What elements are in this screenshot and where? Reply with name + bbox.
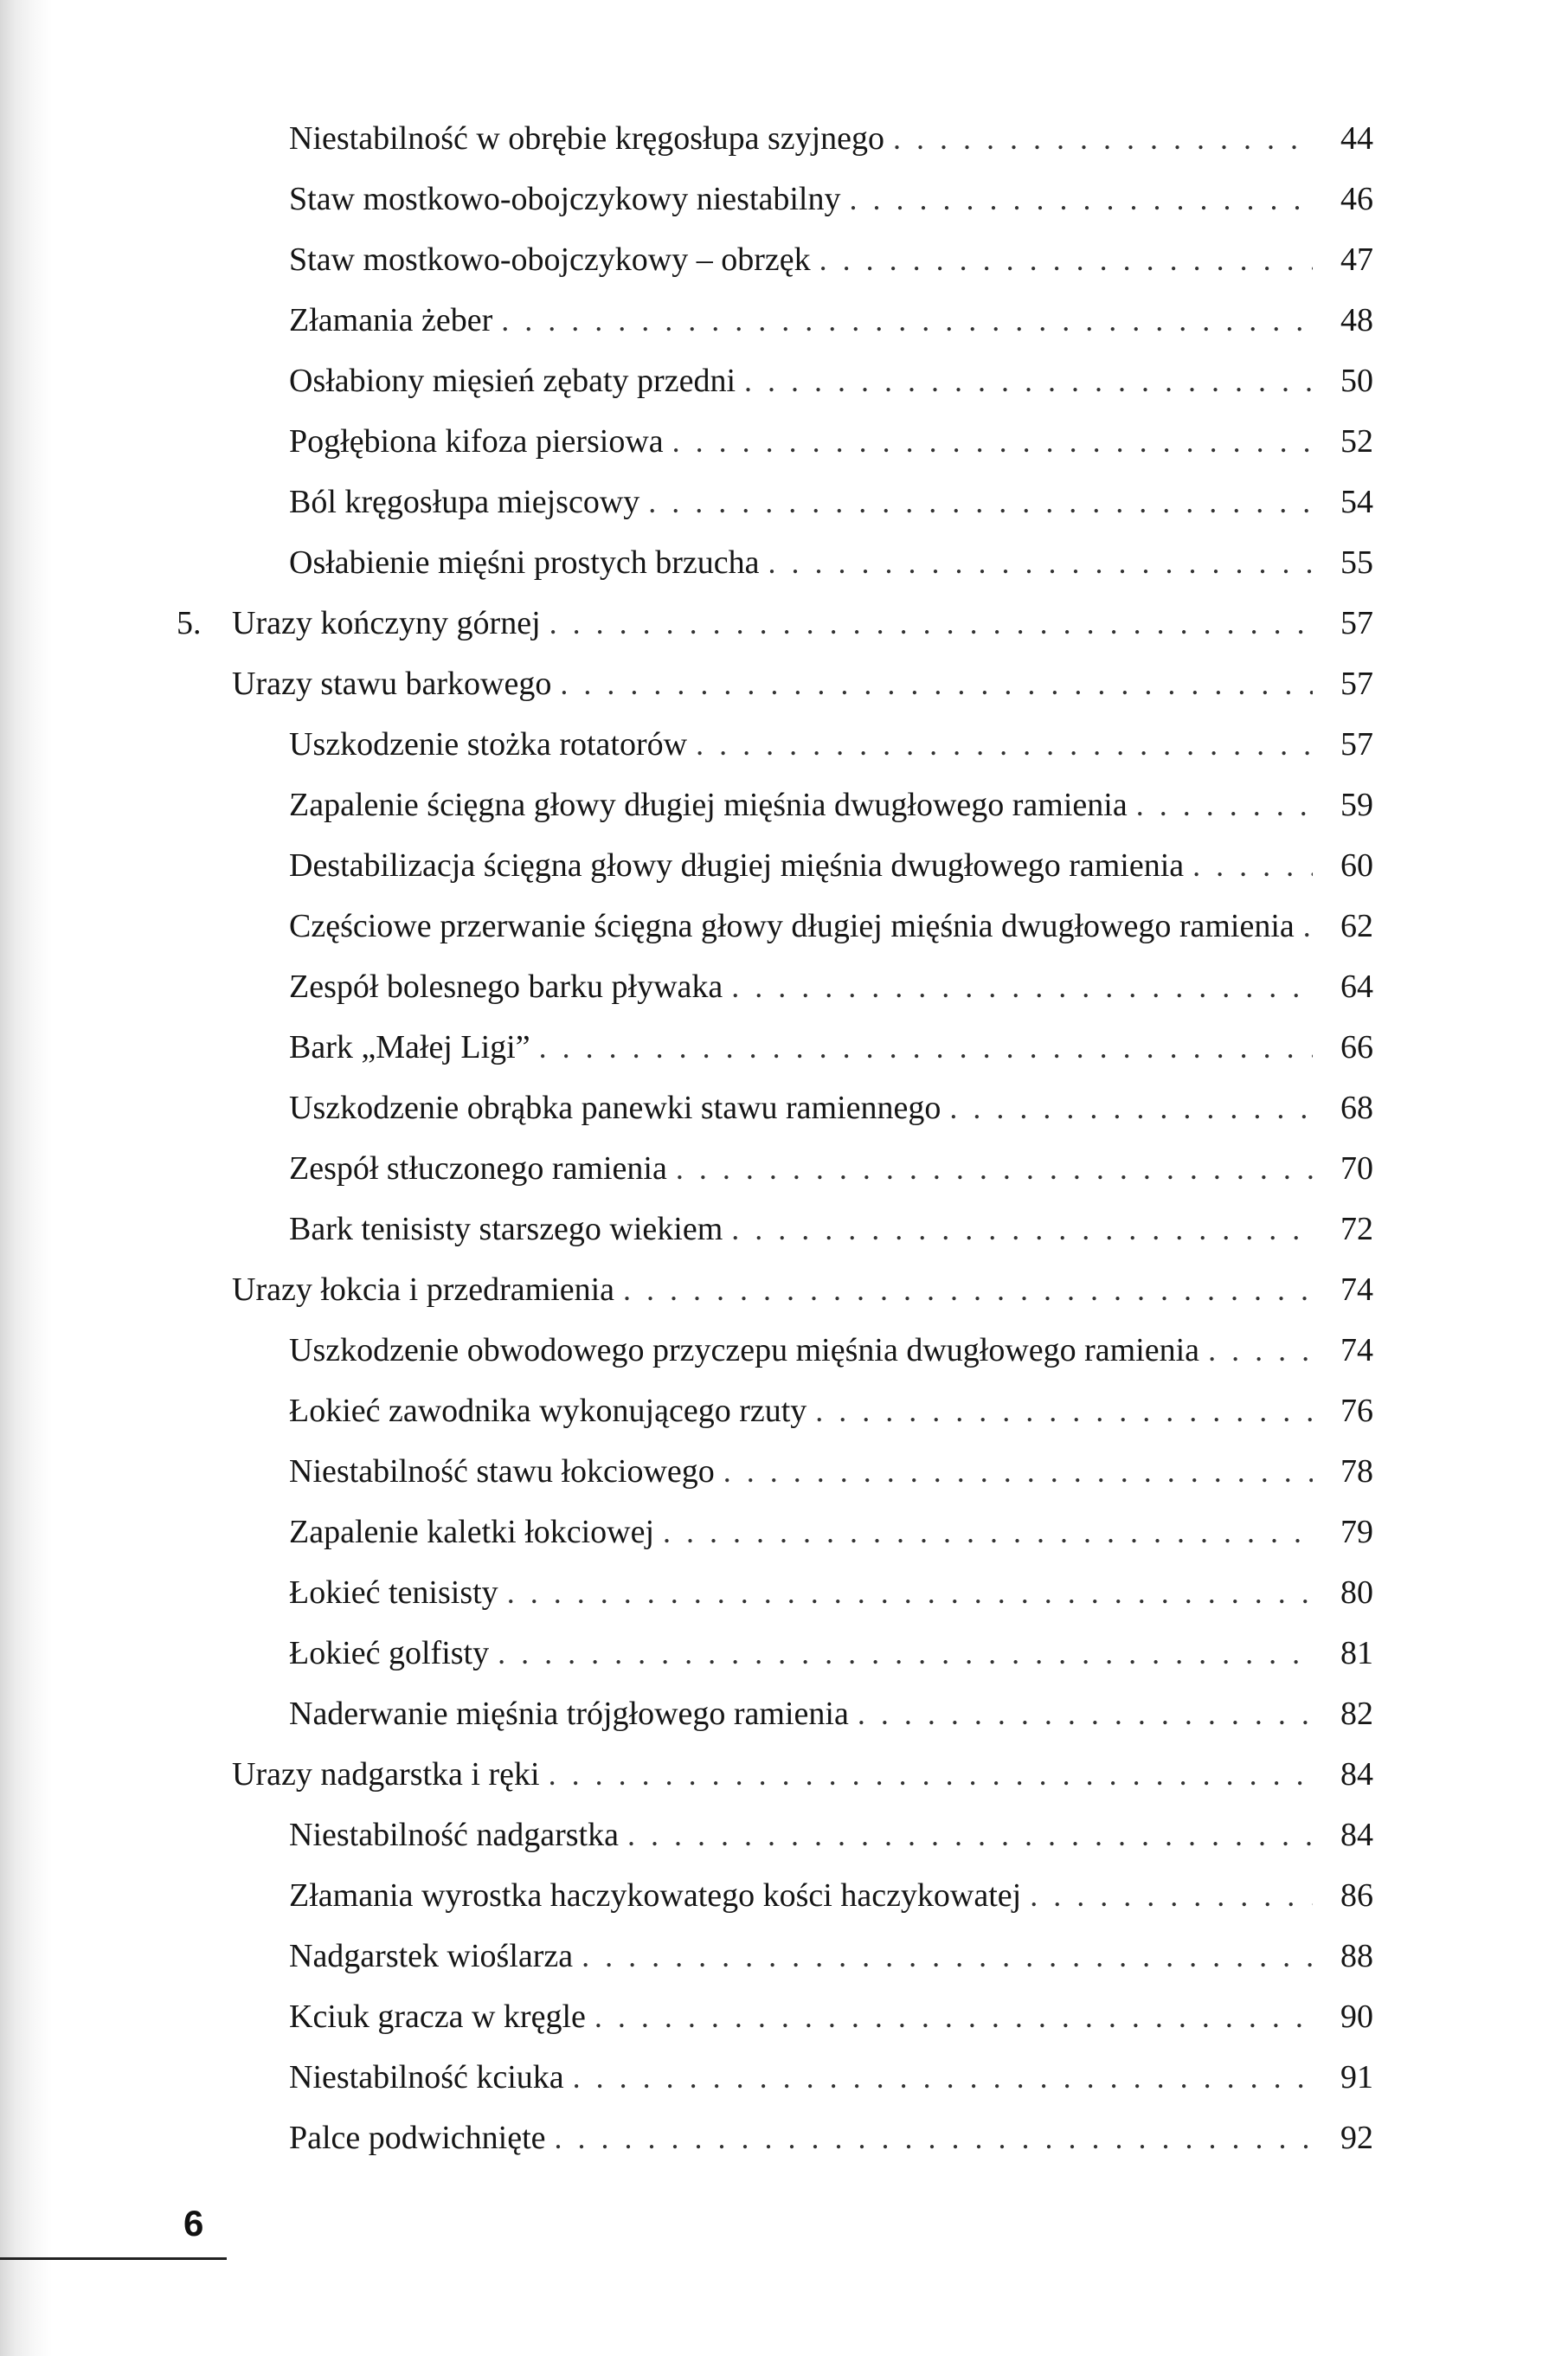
toc-entry-title: Urazy stawu barkowego: [232, 666, 552, 702]
toc-entry-title: Niestabilność stawu łokciowego: [289, 1453, 715, 1490]
toc-entry-page: 74: [1340, 1332, 1373, 1368]
dot-leader: [1303, 896, 1313, 956]
toc-entry: [0, 351, 1568, 411]
toc-entry: [0, 1623, 1568, 1683]
toc-entry: [0, 1259, 1568, 1320]
toc-entry-title: Pogłębiona kifoza piersiowa: [289, 423, 664, 460]
toc-entry-title: Staw mostkowo-obojczykowy – obrzęk: [289, 241, 811, 278]
toc-entry-page: 57: [1340, 726, 1373, 763]
toc-entry-title: Bark tenisisty starszego wiekiem: [289, 1211, 723, 1247]
dot-leader: [1192, 835, 1313, 896]
toc-entry-title: Destabilizacja ścięgna głowy długiej mięśnia dwugłowego ramienia: [289, 847, 1185, 884]
toc-entry-title: Urazy nadgarstka i ręki: [232, 1756, 540, 1793]
toc-entry: [0, 1381, 1568, 1441]
toc-entry-page: 70: [1340, 1150, 1373, 1187]
toc-entry-page: 80: [1340, 1574, 1373, 1611]
toc-entry-page: 57: [1340, 605, 1373, 641]
toc-entry: [0, 1805, 1568, 1865]
toc-entry-page: 64: [1340, 969, 1373, 1005]
toc-entry-page: 50: [1340, 363, 1373, 399]
toc-entry-page: 79: [1340, 1514, 1373, 1550]
dot-leader: [582, 1926, 1313, 1986]
dot-leader: [648, 472, 1313, 532]
toc-entry-page: 66: [1340, 1029, 1373, 1065]
toc-entry-title: Uszkodzenie stożka rotatorów: [289, 726, 688, 763]
toc-entry-page: 44: [1340, 120, 1373, 157]
dot-leader: [573, 2047, 1313, 2108]
toc-entry: [0, 1320, 1568, 1381]
toc-entry: [0, 1199, 1568, 1259]
toc-entry-title: Ból kręgosłupa miejscowy: [289, 484, 640, 520]
toc-chapter-number: 5.: [177, 605, 202, 641]
toc-entry: [0, 169, 1568, 229]
footer-rule: [0, 2257, 227, 2260]
dot-leader: [1030, 1865, 1313, 1926]
toc-entry: [0, 108, 1568, 169]
dot-leader: [731, 1199, 1313, 1259]
dot-leader: [768, 532, 1313, 593]
dot-leader: [723, 1441, 1313, 1502]
toc-entry-title: Osłabiony mięsień zębaty przedni: [289, 363, 736, 399]
toc-entry-title: Zapalenie kaletki łokciowej: [289, 1514, 655, 1550]
toc-entry: [0, 714, 1568, 775]
toc-entry: [0, 896, 1568, 956]
toc-entry-title: Łokieć zawodnika wykonującego rzuty: [289, 1393, 807, 1429]
toc-entry-title: Złamania żeber: [289, 302, 493, 338]
toc-entry: [0, 229, 1568, 290]
toc-entry-page: 88: [1340, 1938, 1373, 1974]
dot-leader: [1208, 1320, 1313, 1381]
toc-entry-title: Uszkodzenie obrąbka panewki stawu ramiennego: [289, 1090, 941, 1126]
toc-entry-page: 76: [1340, 1393, 1373, 1429]
toc-entry-page: 74: [1340, 1271, 1373, 1308]
toc-entry-page: 91: [1340, 2059, 1373, 2095]
toc-entry-page: 81: [1340, 1635, 1373, 1671]
toc-entry-title: Nadgarstek wioślarza: [289, 1938, 574, 1974]
toc-entry: [0, 2047, 1568, 2108]
toc-entry-page: 78: [1340, 1453, 1373, 1490]
dot-leader: [676, 1138, 1313, 1199]
dot-leader: [555, 2108, 1313, 2168]
toc-entry: [0, 1683, 1568, 1744]
toc-entry-title: Osłabienie mięśni prostych brzucha: [289, 544, 760, 581]
toc-entry: [0, 1441, 1568, 1502]
toc-entry-page: 84: [1340, 1817, 1373, 1853]
dot-leader: [696, 714, 1313, 775]
toc-entry-page: 84: [1340, 1756, 1373, 1793]
toc-entry-title: Zespół bolesnego barku pływaka: [289, 969, 723, 1005]
toc-entry-title: Palce podwichnięte: [289, 2120, 546, 2156]
toc-entry-page: 62: [1340, 908, 1373, 944]
dot-leader: [731, 956, 1313, 1017]
dot-leader: [849, 169, 1313, 229]
toc-entry-title: Naderwanie mięśnia trójgłowego ramienia: [289, 1696, 849, 1732]
dot-leader: [501, 290, 1313, 351]
toc-entry: [0, 835, 1568, 896]
toc-entry-page: 46: [1340, 181, 1373, 217]
toc-entry-page: 82: [1340, 1696, 1373, 1732]
toc-entry-title: Łokieć golfisty: [289, 1635, 490, 1671]
toc-entry-title: Zespół stłuczonego ramienia: [289, 1150, 667, 1187]
dot-leader: [627, 1805, 1313, 1865]
toc-entry: [0, 1926, 1568, 1986]
toc-entry: [0, 472, 1568, 532]
toc-entry-page: 52: [1340, 423, 1373, 460]
toc-entry-page: 90: [1340, 1999, 1373, 2035]
toc-entry-title: Urazy kończyny górnej: [232, 605, 541, 641]
toc-entry-page: 54: [1340, 484, 1373, 520]
toc-entry: [0, 1744, 1568, 1805]
toc-entry-page: 86: [1340, 1877, 1373, 1914]
toc-entry-page: 72: [1340, 1211, 1373, 1247]
toc-entry: [0, 956, 1568, 1017]
dot-leader: [507, 1562, 1313, 1623]
toc-entry-title: Staw mostkowo-obojczykowy niestabilny: [289, 181, 841, 217]
toc-entry-page: 47: [1340, 241, 1373, 278]
toc-entry-title: Urazy łokcia i przedramienia: [232, 1271, 615, 1308]
toc-entry: [0, 1986, 1568, 2047]
toc-entry-page: 68: [1340, 1090, 1373, 1126]
toc-entry: [0, 653, 1568, 714]
toc-entry: [0, 532, 1568, 593]
dot-leader: [893, 108, 1313, 169]
toc-entry-page: 48: [1340, 302, 1373, 338]
toc-entry: [0, 1502, 1568, 1562]
dot-leader: [858, 1683, 1313, 1744]
toc-entry: [0, 1017, 1568, 1078]
toc-entry-page: 59: [1340, 787, 1373, 823]
dot-leader: [949, 1078, 1313, 1138]
toc-entry-page: 55: [1340, 544, 1373, 581]
toc-entry: [0, 290, 1568, 351]
toc-entry: [0, 1138, 1568, 1199]
toc-entry-page: 60: [1340, 847, 1373, 884]
dot-leader: [560, 653, 1313, 714]
dot-leader: [663, 1502, 1313, 1562]
toc-entry: [0, 411, 1568, 472]
dot-leader: [594, 1986, 1313, 2047]
toc-entry-page: 57: [1340, 666, 1373, 702]
toc-entry: [0, 1078, 1568, 1138]
dot-leader: [549, 593, 1313, 653]
dot-leader: [549, 1744, 1313, 1805]
dot-leader: [539, 1017, 1313, 1078]
toc-entry: [0, 593, 1568, 653]
toc-entry-title: Niestabilność nadgarstka: [289, 1817, 619, 1853]
dot-leader: [672, 411, 1313, 472]
dot-leader: [498, 1623, 1313, 1683]
toc-entry-title: Niestabilność w obrębie kręgosłupa szyjnego: [289, 120, 885, 157]
toc-entry-title: Bark „Małej Ligi”: [289, 1029, 530, 1065]
toc-entry-title: Częściowe przerwanie ścięgna głowy długiej mięśnia dwugłowego ramienia: [289, 908, 1295, 944]
toc-entry: [0, 775, 1568, 835]
toc-entry-title: Niestabilność kciuka: [289, 2059, 564, 2095]
toc-entry-title: Złamania wyrostka haczykowatego kości haczykowatej: [289, 1877, 1022, 1914]
dot-leader: [819, 229, 1313, 290]
toc-entry-title: Uszkodzenie obwodowego przyczepu mięśnia dwugłowego ramienia: [289, 1332, 1200, 1368]
page-number: 6: [183, 2203, 204, 2243]
toc-entry-title: Zapalenie ścięgna głowy długiej mięśnia dwugłowego ramienia: [289, 787, 1128, 823]
toc-entry-page: 92: [1340, 2120, 1373, 2156]
toc-entry: [0, 1865, 1568, 1926]
toc-entry: [0, 1562, 1568, 1623]
toc-entry-title: Łokieć tenisisty: [289, 1574, 498, 1611]
toc-entry-title: Kciuk gracza w kręgle: [289, 1999, 586, 2035]
dot-leader: [815, 1381, 1313, 1441]
toc-entry: [0, 2108, 1568, 2168]
dot-leader: [623, 1259, 1313, 1320]
dot-leader: [744, 351, 1313, 411]
dot-leader: [1136, 775, 1313, 835]
